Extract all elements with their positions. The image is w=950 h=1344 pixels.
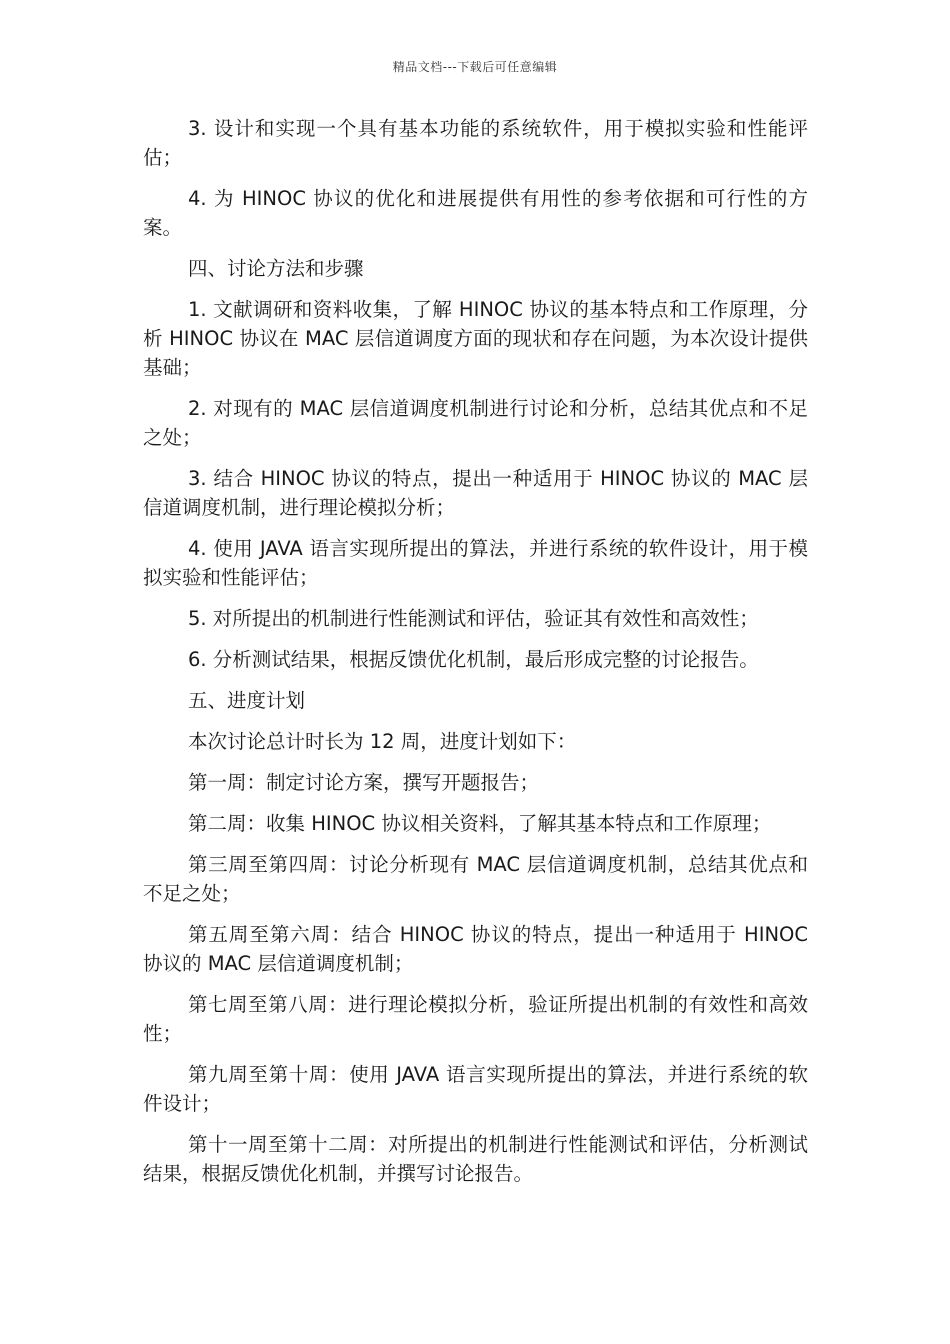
section-heading-schedule: 五、进度计划 [188, 689, 306, 712]
paragraph-week-2: 第二周：收集 HINOC 协议相关资料，了解其基本特点和工作原理； [188, 812, 772, 835]
paragraph-step-5: 5. 对所提出的机制进行性能测试和评估，验证其有效性和高效性； [188, 607, 759, 630]
paragraph-week-5-6: 第五周至第六周：结合 HINOC 协议的特点，提出一种适用于 HINOC 协议的 MAC 层信道调度机制； [143, 923, 808, 975]
paragraph-step-2: 2. 对现有的 MAC 层信道调度机制进行讨论和分析，总结其优点和不足之处； [143, 397, 808, 449]
document-body [143, 114, 808, 1200]
paragraph-step-6: 6. 分析测试结果，根据反馈优化机制，最后形成完整的讨论报告。 [188, 648, 759, 671]
paragraph-step-4: 4. 使用 JAVA 语言实现所提出的算法，并进行系统的软件设计，用于模拟实验和性能评估； [143, 537, 808, 589]
paragraph-step-1: 1. 文献调研和资料收集，了解 HINOC 协议的基本特点和工作原理，分析 HINOC 协议在 MAC 层信道调度方面的现状和存在问题，为本次设计提供基础； [143, 298, 808, 379]
paragraph-week-7-8: 第七周至第八周：进行理论模拟分析，验证所提出机制的有效性和高效性； [143, 993, 808, 1045]
paragraph-week-11-12: 第十一周至第十二周：对所提出的机制进行性能测试和评估，分析测试结果，根据反馈优化机制，并撰写讨论报告。 [143, 1133, 808, 1185]
paragraph-goal-4: 4. 为 HINOC 协议的优化和进展提供有用性的参考依据和可行性的方案。 [143, 187, 808, 239]
paragraph-step-3: 3. 结合 HINOC 协议的特点，提出一种适用于 HINOC 协议的 MAC 层信道调度机制，进行理论模拟分析； [143, 467, 808, 519]
section-heading-methods: 四、讨论方法和步骤 [188, 257, 364, 280]
page-header-watermark: 精品文档---下载后可任意编辑 [392, 60, 558, 74]
paragraph-week-9-10: 第九周至第十周：使用 JAVA 语言实现所提出的算法，并进行系统的软件设计； [143, 1063, 808, 1115]
paragraph-goal-3: 3. 设计和实现一个具有基本功能的系统软件，用于模拟实验和性能评估； [143, 117, 808, 169]
paragraph-schedule-intro: 本次讨论总计时长为 12 周，进度计划如下： [188, 730, 577, 753]
paragraph-week-3-4: 第三周至第四周：讨论分析现有 MAC 层信道调度机制，总结其优点和不足之处； [143, 853, 808, 905]
paragraph-week-1: 第一周：制定讨论方案，撰写开题报告； [188, 771, 540, 794]
